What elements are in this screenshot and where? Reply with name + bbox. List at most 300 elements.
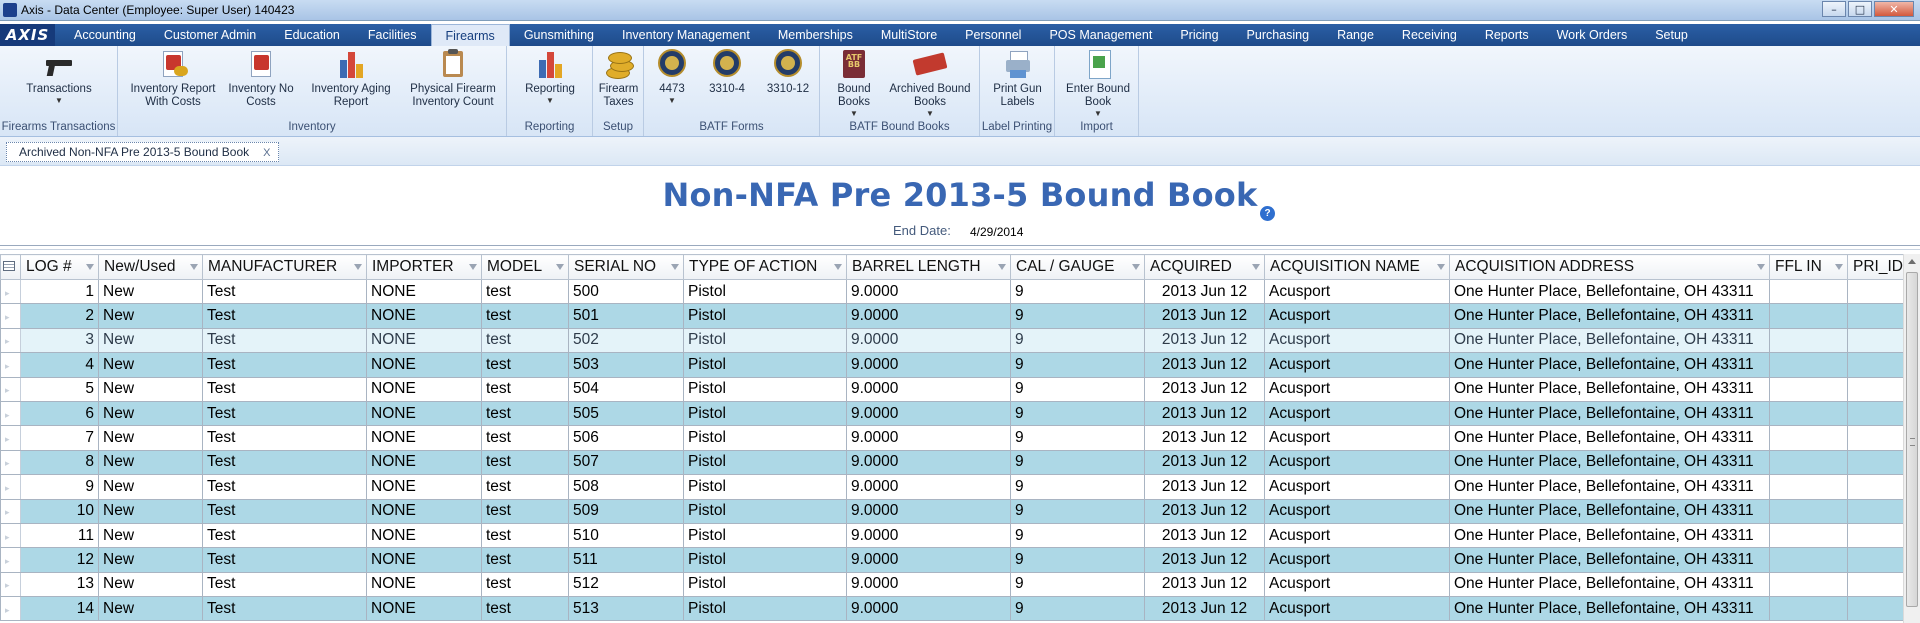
column-header-acquisition-address[interactable] (1450, 255, 1770, 280)
table-cell: Test (203, 523, 367, 547)
filter-icon[interactable] (469, 264, 477, 270)
bound-books-button[interactable]: ATF BB Bound Books ▼ (828, 48, 880, 118)
table-cell: Test (203, 353, 367, 377)
book-icon: ATF BB (837, 48, 871, 80)
column-header-importer[interactable] (367, 255, 482, 280)
dropdown-caret-icon: ▼ (1094, 109, 1102, 118)
table-cell: test (482, 523, 569, 547)
table-cell: Acusport (1265, 377, 1450, 401)
table-cell: 12 (21, 548, 99, 572)
table-cell: New (99, 304, 203, 328)
report-title: Non-NFA Pre 2013-5 Bound Book (662, 176, 1258, 214)
column-header-label: New/Used (104, 258, 176, 275)
column-header-ffl-in[interactable] (1770, 255, 1848, 280)
table-cell: Acusport (1265, 280, 1450, 304)
tab-education[interactable]: Education (284, 28, 340, 42)
table-cell: New (99, 426, 203, 450)
filter-icon[interactable] (556, 264, 564, 270)
column-header-log[interactable] (21, 255, 99, 280)
physical-firearm-inventory-count-button[interactable]: Physical Firearm Inventory Count (403, 48, 503, 109)
archived-stamp-icon (913, 48, 947, 80)
ribbon (0, 46, 1920, 137)
table-cell: 2 (21, 304, 99, 328)
row-selector[interactable]: ▸ (1, 377, 21, 401)
table-cell: Test (203, 377, 367, 401)
table-cell: 1 (21, 280, 99, 304)
column-header-new-used[interactable] (99, 255, 203, 280)
table-row[interactable] (1, 475, 1908, 499)
table-cell: Acusport (1265, 426, 1450, 450)
enter-bound-book-button[interactable]: Enter Bound Book ▼ (1061, 48, 1135, 118)
table-cell: Acusport (1265, 328, 1450, 352)
table-cell: 4 (21, 353, 99, 377)
table-cell: 9.0000 (847, 353, 1011, 377)
filter-icon[interactable] (86, 264, 94, 270)
print-gun-labels-button[interactable]: Print Gun Labels (986, 48, 1049, 109)
atf-seal-icon (710, 48, 744, 80)
table-cell: Pistol (684, 353, 847, 377)
row-selector[interactable]: ▸ (1, 548, 21, 572)
table-row[interactable] (1, 401, 1908, 425)
end-date-label: End Date: (893, 223, 951, 238)
column-header-label: CAL / GAUGE (1016, 258, 1115, 275)
clipboard-icon (436, 48, 470, 80)
table-row[interactable] (1, 548, 1908, 572)
row-selector[interactable]: ▸ (1, 353, 21, 377)
tab-firearms[interactable]: Firearms (431, 24, 510, 46)
table-cell: test (482, 280, 569, 304)
table-cell: NONE (367, 426, 482, 450)
filter-icon[interactable] (834, 264, 842, 270)
table-cell: 3 (21, 328, 99, 352)
table-cell: 9.0000 (847, 523, 1011, 547)
row-selector[interactable]: ▸ (1, 401, 21, 425)
table-cell: One Hunter Place, Bellefontaine, OH 43311 (1450, 475, 1770, 499)
table-cell: test (482, 426, 569, 450)
tab-pricing[interactable]: Pricing (1180, 28, 1219, 42)
table-cell: New (99, 597, 203, 621)
filter-icon[interactable] (671, 264, 679, 270)
table-cell: 505 (569, 401, 684, 425)
table-cell: NONE (367, 304, 482, 328)
column-header-cal-gauge[interactable] (1011, 255, 1145, 280)
table-cell: Pistol (684, 377, 847, 401)
group-inventory (118, 46, 507, 136)
table-cell: New (99, 499, 203, 523)
group-firearms-transactions (0, 46, 118, 136)
table-cell (1770, 328, 1848, 352)
column-header-label: BARREL LENGTH (852, 258, 981, 275)
form-3310-12-button[interactable]: 3310-12 (759, 48, 817, 96)
column-header-serial-no[interactable] (569, 255, 684, 280)
tab-gunsmithing[interactable]: Gunsmithing (523, 28, 594, 42)
end-date-value: 4/29/2014 (970, 225, 1024, 239)
table-cell: test (482, 377, 569, 401)
table-cell: 509 (569, 499, 684, 523)
table-cell (1848, 523, 1908, 547)
table-cell: One Hunter Place, Bellefontaine, OH 43311 (1450, 401, 1770, 425)
table-cell (1770, 401, 1848, 425)
column-header-type-of-action[interactable] (684, 255, 847, 280)
column-header-barrel-length[interactable] (847, 255, 1011, 280)
report-icon (156, 48, 190, 80)
table-cell: 8 (21, 450, 99, 474)
table-cell: Acusport (1265, 475, 1450, 499)
tab-personnel[interactable]: Personnel (965, 28, 1022, 42)
archived-bound-books-button[interactable]: Archived Bound Books ▼ (884, 48, 976, 118)
table-cell: 9 (1011, 450, 1145, 474)
filter-icon[interactable] (1835, 264, 1843, 270)
spreadsheet-icon (1081, 48, 1115, 80)
dropdown-caret-icon: ▼ (546, 96, 554, 105)
table-cell (1848, 475, 1908, 499)
filter-icon[interactable] (354, 264, 362, 270)
table-cell: 9.0000 (847, 499, 1011, 523)
tab-facilities[interactable]: Facilities (367, 28, 417, 42)
row-selector[interactable]: ▸ (1, 523, 21, 547)
table-cell: 503 (569, 353, 684, 377)
group-label: Import (1080, 121, 1113, 133)
tab-work-orders[interactable]: Work Orders (1556, 28, 1628, 42)
table-cell: Test (203, 450, 367, 474)
table-cell: NONE (367, 475, 482, 499)
table-cell: 9 (1011, 377, 1145, 401)
table-cell: NONE (367, 499, 482, 523)
table-cell: Test (203, 328, 367, 352)
table-cell: One Hunter Place, Bellefontaine, OH 43311 (1450, 377, 1770, 401)
group-label: Firearms Transactions (1, 121, 116, 133)
table-cell: 9.0000 (847, 572, 1011, 596)
table-cell: 9.0000 (847, 304, 1011, 328)
table-cell: New (99, 572, 203, 596)
table-cell: 13 (21, 572, 99, 596)
table-cell: 9 (1011, 401, 1145, 425)
table-cell: 9.0000 (847, 280, 1011, 304)
form-4473-button[interactable]: 4473 ▼ (651, 48, 693, 105)
table-cell: 9.0000 (847, 426, 1011, 450)
tab-inventory-management[interactable]: Inventory Management (622, 28, 750, 42)
table-cell (1848, 597, 1908, 621)
group-label-printing (980, 46, 1055, 136)
table-cell: One Hunter Place, Bellefontaine, OH 43311 (1450, 523, 1770, 547)
inventory-report-with-costs-button[interactable]: Inventory Report With Costs (126, 48, 220, 109)
divider (0, 245, 1920, 246)
table-cell: NONE (367, 353, 482, 377)
transactions-button[interactable]: Transactions ▼ (17, 48, 101, 105)
table-cell (1848, 328, 1908, 352)
table-cell: New (99, 377, 203, 401)
filter-icon[interactable] (1132, 264, 1140, 270)
grid-body (1, 280, 1908, 621)
table-cell: 9.0000 (847, 475, 1011, 499)
tab-purchasing[interactable]: Purchasing (1246, 28, 1310, 42)
table-cell: New (99, 280, 203, 304)
row-selector[interactable]: ▸ (1, 450, 21, 474)
grid-header-row (1, 255, 1908, 280)
table-cell: 9 (1011, 426, 1145, 450)
table-cell: NONE (367, 328, 482, 352)
divider (0, 249, 1920, 250)
table-cell: Test (203, 426, 367, 450)
filter-icon[interactable] (1252, 264, 1260, 270)
column-chooser-icon[interactable] (1, 255, 21, 280)
tab-accounting[interactable]: Accounting (74, 28, 136, 42)
axis-logo: AXIS (0, 24, 55, 46)
group-label: Inventory (288, 121, 336, 133)
table-cell: Pistol (684, 572, 847, 596)
column-header-label: ACQUISITION ADDRESS (1455, 258, 1635, 275)
atf-seal-icon (655, 48, 689, 80)
atf-seal-icon (771, 48, 805, 80)
dropdown-caret-icon: ▼ (926, 109, 934, 118)
table-cell (1848, 401, 1908, 425)
vertical-scrollbar[interactable] (1903, 254, 1920, 623)
table-cell: 2013 Jun 12 (1145, 377, 1265, 401)
dropdown-caret-icon: ▼ (668, 96, 676, 105)
table-cell: One Hunter Place, Bellefontaine, OH 43311 (1450, 280, 1770, 304)
tab-setup[interactable]: Setup (1655, 28, 1688, 42)
table-cell: test (482, 401, 569, 425)
table-cell: test (482, 328, 569, 352)
table-cell (1770, 523, 1848, 547)
scroll-up-arrow-icon[interactable] (1908, 259, 1916, 264)
table-cell: test (482, 572, 569, 596)
row-selector[interactable]: ▸ (1, 475, 21, 499)
table-cell: 9.0000 (847, 548, 1011, 572)
row-selector[interactable]: ▸ (1, 328, 21, 352)
document-tab-label: Archived Non-NFA Pre 2013-5 Bound Book (19, 145, 250, 159)
table-cell: Acusport (1265, 401, 1450, 425)
table-cell (1770, 377, 1848, 401)
report-icon (244, 48, 278, 80)
table-cell: Test (203, 548, 367, 572)
table-cell: 9 (1011, 353, 1145, 377)
table-cell (1770, 499, 1848, 523)
dropdown-caret-icon: ▼ (55, 96, 63, 105)
row-selector[interactable]: ▸ (1, 499, 21, 523)
table-cell: test (482, 450, 569, 474)
reporting-icon (533, 48, 567, 80)
table-cell: New (99, 353, 203, 377)
filter-icon[interactable] (998, 264, 1006, 270)
table-row[interactable] (1, 572, 1908, 596)
table-cell: 9.0000 (847, 377, 1011, 401)
table-cell: One Hunter Place, Bellefontaine, OH 43311 (1450, 450, 1770, 474)
table-cell: Acusport (1265, 597, 1450, 621)
table-row[interactable] (1, 328, 1908, 352)
table-cell: NONE (367, 597, 482, 621)
column-header-label: IMPORTER (372, 258, 454, 275)
table-cell: 2013 Jun 12 (1145, 328, 1265, 352)
table-cell: 9.0000 (847, 450, 1011, 474)
table-cell: Acusport (1265, 304, 1450, 328)
table-cell: Pistol (684, 304, 847, 328)
table-cell (1848, 548, 1908, 572)
table-cell: 9 (1011, 597, 1145, 621)
table-cell: 2013 Jun 12 (1145, 523, 1265, 547)
table-cell: Pistol (684, 523, 847, 547)
app-icon (3, 3, 17, 17)
table-cell: Pistol (684, 426, 847, 450)
table-cell: NONE (367, 572, 482, 596)
bar-chart-icon (334, 48, 368, 80)
table-cell: 10 (21, 499, 99, 523)
table-cell: One Hunter Place, Bellefontaine, OH 43311 (1450, 328, 1770, 352)
table-cell: 2013 Jun 12 (1145, 450, 1265, 474)
table-cell: New (99, 523, 203, 547)
table-cell: Pistol (684, 475, 847, 499)
table-row[interactable] (1, 304, 1908, 328)
table-cell: NONE (367, 548, 482, 572)
table-cell: 500 (569, 280, 684, 304)
tab-multistore[interactable]: MultiStore (880, 28, 938, 42)
table-cell: 2013 Jun 12 (1145, 353, 1265, 377)
main-menu-bar (0, 24, 1920, 46)
column-header-label: FFL IN (1775, 258, 1822, 275)
table-cell: 502 (569, 328, 684, 352)
table-cell: Pistol (684, 280, 847, 304)
tab-customer-admin[interactable]: Customer Admin (163, 28, 257, 42)
table-cell: 11 (21, 523, 99, 547)
column-header-acquired[interactable] (1145, 255, 1265, 280)
table-row[interactable] (1, 523, 1908, 547)
filter-icon[interactable] (1757, 264, 1765, 270)
group-label: BATF Forms (699, 121, 764, 133)
table-cell: 14 (21, 597, 99, 621)
bound-book-grid (0, 254, 1920, 623)
table-cell: Acusport (1265, 499, 1450, 523)
table-cell: Acusport (1265, 572, 1450, 596)
table-cell: One Hunter Place, Bellefontaine, OH 43311 (1450, 597, 1770, 621)
window-title-bar (0, 0, 1920, 21)
printer-icon (1001, 48, 1035, 80)
table-cell: Pistol (684, 401, 847, 425)
table-cell: 9 (1011, 475, 1145, 499)
table-cell: 9.0000 (847, 401, 1011, 425)
row-selector[interactable]: ▸ (1, 280, 21, 304)
filter-icon[interactable] (190, 264, 198, 270)
table-cell: 507 (569, 450, 684, 474)
column-header-label: SERIAL NO (574, 258, 657, 275)
inventory-aging-report-button[interactable]: Inventory Aging Report (304, 48, 398, 109)
table-cell (1848, 304, 1908, 328)
table-cell: One Hunter Place, Bellefontaine, OH 43311 (1450, 548, 1770, 572)
table-cell (1848, 377, 1908, 401)
group-reporting (507, 46, 593, 136)
table-cell: test (482, 499, 569, 523)
close-tab-icon[interactable]: X (263, 147, 271, 159)
row-selector[interactable]: ▸ (1, 572, 21, 596)
column-header-manufacturer[interactable] (203, 255, 367, 280)
table-cell: Acusport (1265, 353, 1450, 377)
form-3310-4-button[interactable]: 3310-4 (699, 48, 755, 96)
table-cell: 513 (569, 597, 684, 621)
maximize-button[interactable]: □ (1848, 1, 1872, 17)
row-selector[interactable]: ▸ (1, 597, 21, 621)
row-selector[interactable]: ▸ (1, 426, 21, 450)
table-row[interactable] (1, 450, 1908, 474)
table-cell (1770, 426, 1848, 450)
scrollbar-thumb[interactable] (1906, 272, 1918, 607)
column-header-label: ACQUISITION NAME (1270, 258, 1420, 275)
column-header-pri-id[interactable] (1848, 255, 1908, 280)
column-header-label: ACQUIRED (1150, 258, 1232, 275)
table-cell: 6 (21, 401, 99, 425)
table-cell: 2013 Jun 12 (1145, 401, 1265, 425)
table-cell: New (99, 328, 203, 352)
table-cell: 9 (1011, 304, 1145, 328)
table-row[interactable] (1, 377, 1908, 401)
column-header-label: MANUFACTURER (208, 258, 338, 275)
table-cell: Acusport (1265, 523, 1450, 547)
table-cell: One Hunter Place, Bellefontaine, OH 43311 (1450, 353, 1770, 377)
table-cell: 504 (569, 377, 684, 401)
table-cell: NONE (367, 377, 482, 401)
table-cell: 512 (569, 572, 684, 596)
tab-memberships[interactable]: Memberships (777, 28, 853, 42)
table-cell (1770, 572, 1848, 596)
tab-reports[interactable]: Reports (1484, 28, 1529, 42)
document-tab[interactable] (6, 142, 279, 162)
firearm-taxes-button[interactable]: Firearm Taxes (595, 48, 642, 109)
group-setup (593, 46, 644, 136)
table-cell: NONE (367, 450, 482, 474)
tab-pos-management[interactable]: POS Management (1049, 28, 1153, 42)
table-row[interactable] (1, 426, 1908, 450)
tab-range[interactable]: Range (1337, 28, 1374, 42)
help-icon[interactable]: ? (1260, 206, 1275, 221)
table-cell: 7 (21, 426, 99, 450)
table-row[interactable] (1, 280, 1908, 304)
group-batf-bound-books (820, 46, 980, 136)
table-cell: Pistol (684, 499, 847, 523)
dropdown-caret-icon: ▼ (850, 109, 858, 118)
column-header-model[interactable] (482, 255, 569, 280)
close-window-button[interactable]: ✕ (1874, 1, 1914, 17)
table-cell: One Hunter Place, Bellefontaine, OH 43311 (1450, 304, 1770, 328)
minimize-button[interactable]: – (1822, 1, 1846, 17)
table-cell (1770, 353, 1848, 377)
column-header-acquisition-name[interactable] (1265, 255, 1450, 280)
table-cell: 2013 Jun 12 (1145, 548, 1265, 572)
table-cell: test (482, 548, 569, 572)
table-cell: Pistol (684, 328, 847, 352)
group-label: Setup (602, 121, 634, 133)
table-cell: 9 (1011, 523, 1145, 547)
table-cell: 5 (21, 377, 99, 401)
table-cell: 9 (1011, 572, 1145, 596)
document-tab-strip (0, 137, 1920, 166)
row-selector[interactable]: ▸ (1, 304, 21, 328)
table-cell: Test (203, 401, 367, 425)
table-cell: Test (203, 499, 367, 523)
table-row[interactable] (1, 597, 1908, 621)
table-row[interactable] (1, 499, 1908, 523)
filter-icon[interactable] (1437, 264, 1445, 270)
reporting-button[interactable]: Reporting ▼ (512, 48, 588, 105)
table-row[interactable] (1, 353, 1908, 377)
table-cell: 9 (1011, 280, 1145, 304)
grid-table (0, 254, 1908, 621)
table-cell: Test (203, 280, 367, 304)
tab-receiving[interactable]: Receiving (1401, 28, 1457, 42)
table-cell: Pistol (684, 450, 847, 474)
table-cell: test (482, 597, 569, 621)
table-cell: Test (203, 597, 367, 621)
table-cell: One Hunter Place, Bellefontaine, OH 43311 (1450, 426, 1770, 450)
inventory-no-costs-button[interactable]: Inventory No Costs (224, 48, 298, 109)
table-cell: One Hunter Place, Bellefontaine, OH 43311 (1450, 499, 1770, 523)
